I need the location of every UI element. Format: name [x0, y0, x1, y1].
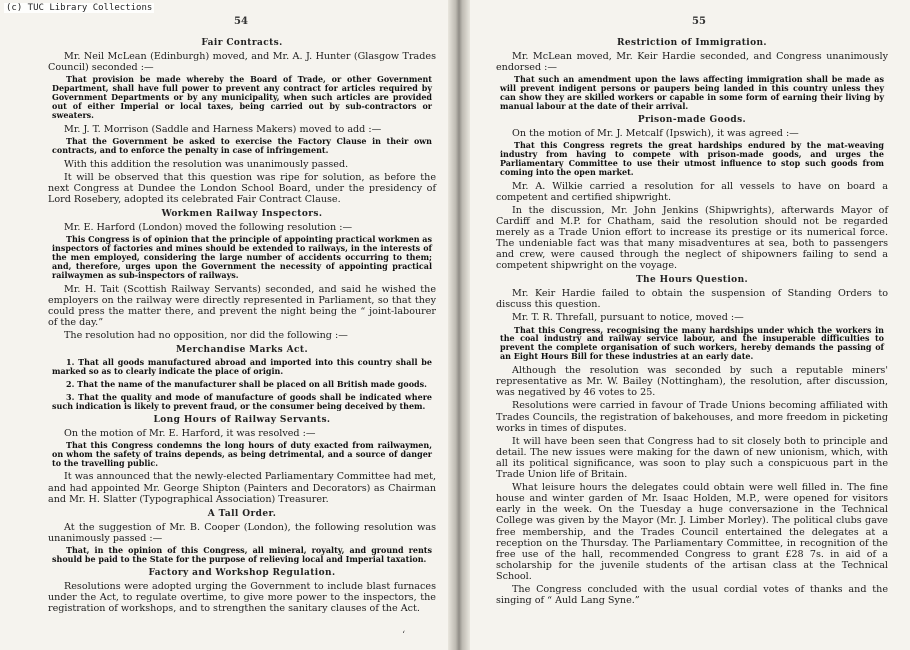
resolution-text: That provision be made whereby the Board of Trade, or other Government Department, shall have full power to prevent any contract for articles required by Government Departments or by any municipality, when such articles are provided out of either Imperial or local taxes, being carried out by sub-contractors or sweaters.	[52, 74, 432, 120]
paragraph: Mr. Neil McLean (Edinburgh) moved, and Mr. A. J. Hunter (Glasgow Trades Council) seconded :—	[48, 51, 436, 74]
section-heading: Long Hours of Railway Servants.	[153, 414, 331, 425]
paragraph: On the motion of Mr. J. Metcalf (Ipswich), it was agreed :—	[512, 127, 799, 139]
resolution-text: That this Congress condemns the long hours of duty exacted from railwaymen, on whom the safety of trains depends, as being detrimental, and a source of danger to the travelling public.	[52, 439, 432, 468]
paragraph: Resolutions were adopted urging the Government to include blast furnaces under the Act, to regulate overtime, to give more power to the inspectors, the registration of workshops, and to strengthen the sanitary clauses of the Act.	[48, 580, 436, 614]
resolution-text: That, in the opinion of this Congress, all mineral, royalty, and ground rents should be paid to the State for the purpose of relieving local and Imperial taxation.	[52, 544, 432, 564]
resolution-text: That this Congress regrets the great hardships endured by the mat-weaving industry from having to compete with prison-made goods, and urges the Parliamentary Committee to use their utmost influence to stop such goods from coming into the open market.	[500, 139, 884, 177]
paragraph: Mr. A. Wilkie carried a resolution for all vessels to have on board a competent and certified shipwright.	[496, 180, 888, 203]
left-page-number: 54	[234, 16, 248, 27]
resolution-text: That such an amendment upon the laws affecting immigration shall be made as will prevent indigent persons or paupers being landed in this country unless they can show they are skilled workers or capable in some form of earning their living by manual labour at the date of their arrival.	[500, 74, 884, 111]
resolution-text: This Congress is of opinion that the principle of appointing practical workmen as inspectors of factories and mines should be extended to railways, in the interests of the men employed, considering the large number of accidents occurring to them; and, therefore, urges upon the Government the necessity of appointing practical railwaymen as sub-inspectors of railways.	[52, 234, 432, 280]
resolution-text: 2. That the name of the manufacturer shall be placed on all British made goods.	[66, 378, 427, 389]
paragraph: The resolution had no opposition, nor did the following :—	[64, 330, 348, 341]
resolution-text: 1. That all goods manufactured abroad and imported into this country shall be marked so as to clearly indicate the place of origin.	[52, 357, 432, 376]
print-mark: ‘	[402, 630, 406, 641]
paragraph: In the discussion, Mr. John Jenkins (Shipwrights), afterwards Mayor of Cardiff and M.P. for Chatham, said the resolution should not be regarded merely as a Trade Union effort to increase its prestige or its numerical force. The undeniable fact was that many misadventures at sea, both to passengers and crew, were caused through the neglect of shipowners failing to send a competent shipwright on the voyage.	[496, 204, 888, 272]
paragraph: Resolutions were carried in favour of Trade Unions becoming affiliated with Trades Councils, the registration of bakehouses, and more freedom in picketing works in times of disputes.	[496, 400, 888, 434]
paragraph: Mr. Keir Hardie failed to obtain the suspension of Standing Orders to discuss this question.	[496, 288, 888, 311]
section-heading: Prison-made Goods.	[637, 114, 747, 125]
left-page-text	[48, 34, 436, 616]
paragraph: Mr. T. R. Threfall, pursuant to notice, moved :—	[512, 312, 744, 324]
paragraph: The Congress concluded with the usual cordial votes of thanks and the singing of “ Auld Lang Syne.”	[496, 583, 888, 607]
paragraph: What leisure hours the delegates could obtain were well filled in. The fine house and winter garden of Mr. Isaac Holden, M.P., were opened for visitors early in the week. On the Tuesday a huge conversazione in the Technical College was given by the Mayor (Mr. J. Limber Morley). The political clubs gave free membership, and the Trades Council entertained the delegates at a reception on the Thursday. The Parliamentary Committee, in recognition of the free use of the hall, recommended Congress to grant £28 7s. in aid of a scholarship for the juvenile students of the artisan class at the Technical School.	[496, 482, 888, 582]
section-heading: Fair Contracts.	[201, 38, 283, 48]
paragraph: Although the resolution was seconded by such a reputable miners' representative as Mr. W. Bailey (Nottingham), the resolution, after discussion, was negatived by 46 votes to 25.	[496, 365, 888, 399]
paragraph: It will be observed that this question was ripe for solution, as before the next Congress at Dundee the London School Board, under the presidency of Lord Rosebery, adopted its celebrated Fair Contract Clause.	[48, 171, 436, 205]
paragraph: Mr. McLean moved, Mr. Keir Hardie seconded, and Congress unanimously endorsed :—	[496, 51, 888, 74]
section-heading: The Hours Question.	[635, 275, 749, 286]
section-heading: Workmen Railway Inspectors.	[161, 209, 323, 219]
right-page	[470, 0, 910, 650]
resolution-text: That this Congress, recognising the many hardships under which the workers in the coal industry and railway service labour, and the insuperable difficulties to prevent the complete organisation of such workers, hereby demands the passing of an Eight Hours Bill for these industries at an early date.	[500, 324, 884, 362]
paragraph: With this addition the resolution was unanimously passed.	[64, 158, 349, 170]
paragraph: At the suggestion of Mr. B. Cooper (London), the following resolution was unanimously passed :—	[48, 521, 436, 544]
paragraph: On the motion of Mr. E. Harford, it was resolved :—	[64, 427, 316, 439]
resolution-text: 3. That the quality and mode of manufacture of goods shall be indicated where such indication is likely to prevent fraud, or the consumer being deceived by them.	[52, 391, 432, 411]
section-heading: A Tall Order.	[207, 508, 277, 519]
section-heading: Factory and Workshop Regulation.	[148, 567, 336, 578]
section-heading: Merchandise Marks Act.	[176, 345, 308, 356]
paragraph: It was announced that the newly-elected Parliamentary Committee had met, and had appointed Mr. George Shipton (Painters and Decorators) as Chairman and Mr. H. Slatter (Typographical Association) Treasurer.	[48, 471, 436, 505]
resolution-text: That the Government be asked to exercise the Factory Clause in their own contracts, and to enforce the penalty in case of infringement.	[52, 135, 432, 155]
paragraph: Mr. E. Harford (London) moved the following resolution :—	[64, 222, 353, 233]
watermark: (c) TUC Library Collections	[6, 3, 153, 13]
paragraph: It will have been seen that Congress had to sit closely both to principle and detail. The new issues were making for the dawn of new unionism, which, with all its political significance, was soon to play such a conspicuous part in the Trade Union life of Britain.	[496, 435, 888, 481]
right-page-number: 55	[692, 16, 706, 27]
book-gutter	[448, 0, 470, 650]
section-heading: Restriction of Immigration.	[617, 38, 767, 48]
left-page	[0, 0, 448, 650]
paragraph: Mr. H. Tait (Scottish Railway Servants) seconded, and said he wished the employers on the railway were directly represented in Parliament, so that they could press the matter there, and prevent the night being the “ joint-labourer of the day.”	[48, 283, 436, 328]
paragraph: Mr. J. T. Morrison (Saddle and Harness Makers) moved to add :—	[64, 123, 382, 135]
right-page-text	[496, 34, 888, 608]
